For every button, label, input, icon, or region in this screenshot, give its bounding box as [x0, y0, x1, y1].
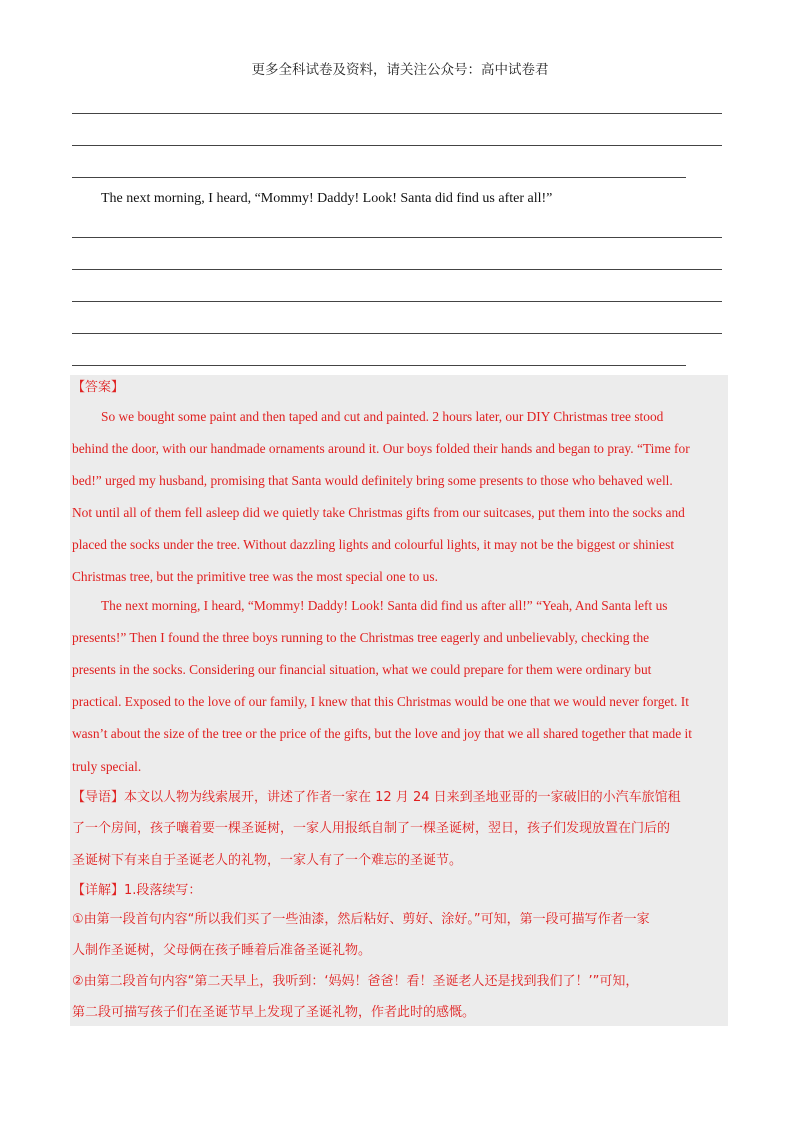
answer-line: Christmas tree, but the primitive tree was the most special one to us. [72, 569, 438, 584]
answer-line: behind the door, with our handmade ornaments around it. Our boys folded their hands and began to pray. “Time for [72, 441, 690, 456]
writing-line [72, 269, 722, 270]
answer-line: Not until all of them fell asleep did we quietly take Christmas gifts from our suitcases, put them into the socks and [72, 505, 685, 520]
guide-line: 【导语】本文以人物为线索展开，讲述了作者一家在 12 月 24 日来到圣地亚哥的一家破旧的小汽车旅馆租 [72, 790, 681, 805]
answer-line: presents in the socks. Considering our financial situation, what we could prepare for them were ordinary but [72, 662, 652, 677]
writing-line [72, 301, 722, 302]
answer-line: So we bought some paint and then taped and cut and painted. 2 hours later, our DIY Christmas tree stood [101, 409, 664, 424]
writing-line [72, 237, 722, 238]
answer-line: practical. Exposed to the love of our family, I knew that this Christmas would be one that we would never forget. It [72, 694, 689, 709]
writing-line [72, 113, 722, 114]
answer-line: presents!” Then I found the three boys running to the Christmas tree eagerly and unbelievably, checking the [72, 630, 650, 645]
answer-line: bed!” urged my husband, promising that Santa would definitely bring some presents to those who behaved well. [72, 473, 673, 488]
page-header: 更多全科试卷及资料，请关注公众号：高中试卷君 [251, 62, 549, 78]
answer-line: placed the socks under the tree. Without dazzling lights and colourful lights, it may not be the biggest or shiniest [72, 537, 675, 552]
answer-line: The next morning, I heard, “Mommy! Daddy! Look! Santa did find us after all!” “Yeah, And Santa left us [101, 598, 668, 613]
detail-line: 人制作圣诞树，父母俩在孩子睡着后准备圣诞礼物。 [72, 943, 372, 958]
detail-line: ②由第二段首句内容“第二天早上，我听到：‘妈妈！爸爸！看！圣诞老人还是找到我们了！’”可知， [72, 974, 639, 989]
answer-line: wasn’t about the size of the tree or the price of the gifts, but the love and joy that we all shared together that made it [72, 726, 692, 741]
writing-line [72, 333, 722, 334]
writing-line [72, 177, 686, 178]
detail-line: 第二段可描写孩子们在圣诞节早上发现了圣诞礼物，作者此时的感慨。 [72, 1005, 476, 1020]
guide-line: 了一个房间，孩子嚷着要一棵圣诞树，一家人用报纸自制了一棵圣诞树，翌日，孩子们发现放置在门后的 [72, 821, 671, 836]
detail-line: 【详解】1.段落续写： [72, 883, 202, 898]
writing-line [72, 365, 686, 366]
writing-line [72, 145, 722, 146]
paragraph-2-prompt: The next morning, I heard, “Mommy! Daddy! Look! Santa did find us after all!” [101, 191, 553, 206]
detail-line: ①由第一段首句内容“所以我们买了一些油漆，然后粘好、剪好、涂好。”可知，第一段可描写作者一家 [72, 912, 650, 927]
answer-heading: 【答案】 [72, 380, 125, 395]
guide-line: 圣诞树下有来自于圣诞老人的礼物，一家人有了一个难忘的圣诞节。 [72, 853, 463, 868]
answer-line: truly special. [72, 759, 142, 774]
